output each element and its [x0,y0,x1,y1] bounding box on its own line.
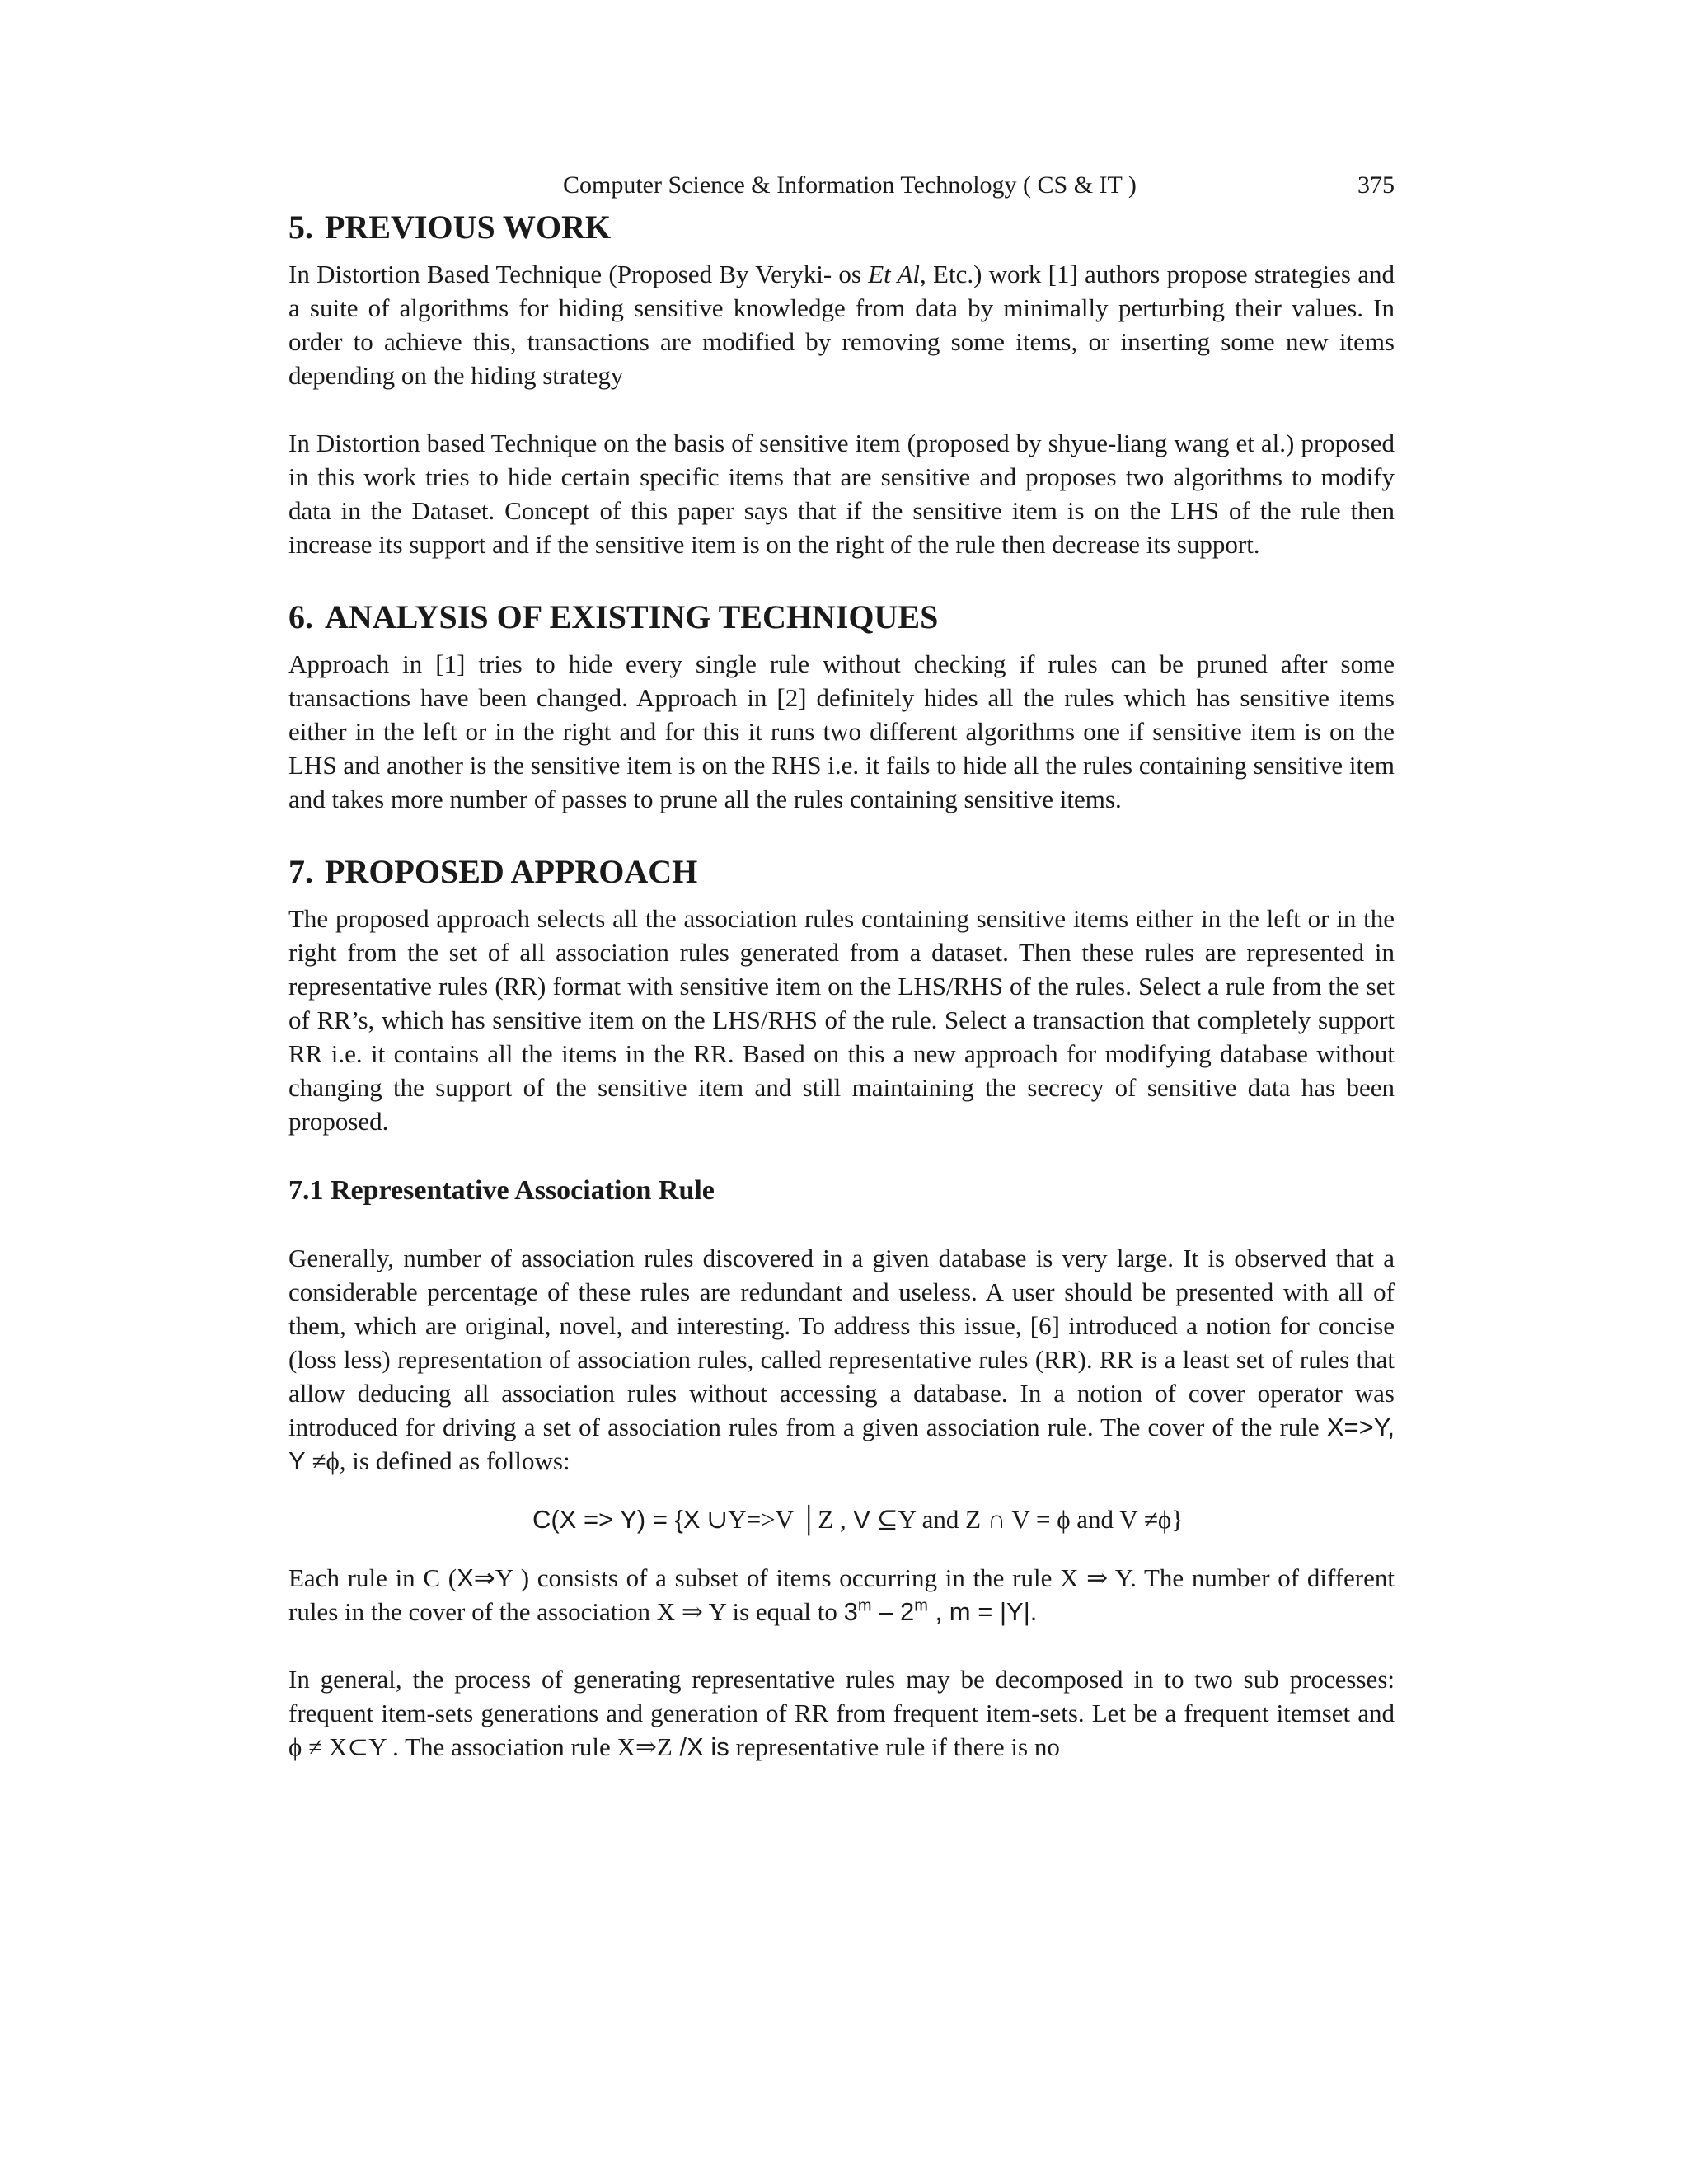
text-run: X⇒ [457,1563,495,1592]
italic-text: Et Al [868,260,921,288]
paragraph: The proposed approach selects all the association rules containing sensitive items either in the left or in the right from the set of all association rules generated from a dataset. Then these rules are represented in representative rules (RR) format with sensitive item on the LHS/RHS of the rules. Select a rule from the set of RR’s, which has sensitive item on the LHS/RHS of the rule. Select a transaction that completely support RR i.e. it contains all the items in the RR. Based on this a new approach for modifying database without changing the support of the sensitive item and still maintaining the secrecy of sensitive data has been proposed. [288,904,1395,1136]
page-number: 375 [1357,171,1395,199]
text-run: Generally, number of association rules discovered in a given database is very large. It is observed that a considerable percentage of these rules are redundant and useless. A user should be presented with all of them, which are original, novel, and interesting. To address this issue, [6] introduced a notion for concise (loss less) representation of association rules, called representative rules (RR). RR is a least set of rules that allow deducing all association rules without accessing a database. In a notion of cover operator was introduced for driving a set of association rules from a given association rule. The cover of the rule [288,1243,1395,1441]
text-run: In Distortion Based Technique (Proposed By Veryki- os [288,260,869,288]
section-title: PROPOSED APPROACH [325,853,698,890]
section-heading-analysis [288,598,1395,637]
section-heading-previous-work [288,208,1395,247]
running-header [288,165,1395,208]
text-run: – 2 [871,1596,915,1626]
text-run: /X is [672,1732,729,1761]
formula-part: ⊆Y and Z ∩ V = ϕ and V ≠ϕ} [870,1504,1184,1534]
text-run: Each rule in C ( [288,1563,457,1592]
page [288,165,1395,1764]
formula-part: │Z , [793,1504,846,1534]
section-heading-proposed-approach [288,852,1395,892]
paragraph [288,1561,1395,1629]
superscript: m [914,1596,928,1615]
text-run: representative rule if there is no [729,1732,1060,1761]
subsection-heading-representative-rule: 7.1 Representative Association Rule [288,1175,715,1206]
text-run: Y ) consists of a subset of items occurring in the rule X ⇒ Y. The number of different rules in the cover of the association X ⇒ Y is equal to [288,1563,1395,1626]
formula-part: ∪Y=>V [700,1504,794,1534]
section-number: 5. [288,209,313,246]
formula-part: C(X => Y) = {X [532,1504,701,1534]
formula-part: V [846,1504,870,1534]
text-run: In general, the process of generating representative rules may be decomposed in to two sub processes: frequent item-sets generations and generation of RR from frequent item-sets. Let be a frequent itemset and ϕ ≠ X⊂Y . The association rule X⇒Z [288,1664,1395,1761]
text-run: ≠ϕ, is defined as follows: [305,1446,570,1475]
section-number: 7. [288,853,313,890]
text-run: , Etc.) work [1] authors propose strategies and a suite of algorithms for hiding sensitive knowledge from data by minimally perturbing their values. In order to achieve this, transactions are modified by removing some items, or inserting some new items depending on the hiding strategy [288,260,1395,390]
paragraph: In Distortion based Technique on the basis of sensitive item (proposed by shyue-liang wang et al.) proposed in this work tries to hide certain specific items that are sensitive and proposes two algorithms to modify data in the Dataset. Concept of this paper says that if the sensitive item is on the LHS of the rule then increase its support and if the sensitive item is on the right of the rule then decrease its support. [288,429,1395,559]
journal-name: Computer Science & Information Technology ( CS & IT ) [563,171,1137,199]
section-title: ANALYSIS OF EXISTING TECHNIQUES [325,598,939,635]
paragraph [288,257,1395,392]
text-run: 3 [843,1596,858,1626]
text-run: , m = |Y|. [927,1596,1038,1626]
rule-expression: X=>Y, Y [288,1412,1395,1475]
superscript: m [857,1596,872,1615]
paragraph [288,1662,1395,1764]
section-title: PREVIOUS WORK [325,209,612,246]
paragraph [288,1241,1395,1478]
cover-formula [288,1502,1395,1536]
paragraph: Approach in [1] tries to hide every single rule without checking if rules can be pruned after some transactions have been changed. Approach in [2] definitely hides all the rules which has sensitive items either in the left or in the right and for this it runs two different algorithms one if sensitive item is on the LHS and another is the sensitive item is on the RHS i.e. it fails to hide all the rules containing sensitive item and takes more number of passes to prune all the rules containing sensitive items. [288,649,1395,813]
section-number: 6. [288,598,313,635]
